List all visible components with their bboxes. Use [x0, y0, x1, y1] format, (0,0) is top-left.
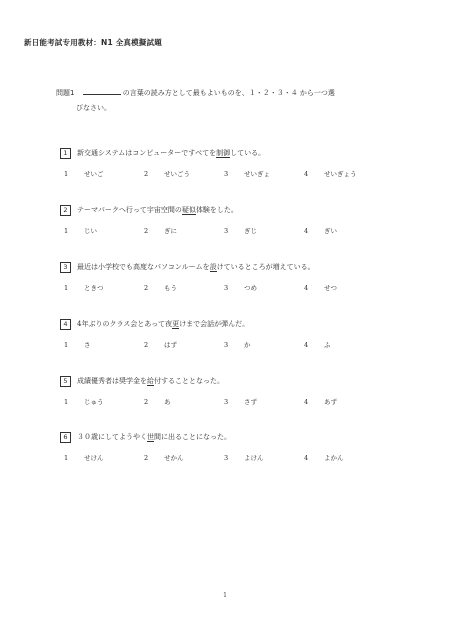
question-number-box: 3 [60, 262, 71, 273]
answer-blank-line [83, 86, 121, 95]
option-2[interactable]: 2 せいごう [144, 170, 190, 178]
document-header-title: 新日能考試专用教材：N1 全真模擬試題 [24, 38, 162, 47]
option-3[interactable]: 3 か [224, 341, 251, 349]
option-1[interactable]: 1 さ [64, 341, 91, 349]
option-4[interactable]: 4 ぎい [304, 227, 337, 235]
question-stem: 新交通システムはコンピューターですべてを制御している。 [77, 149, 266, 157]
option-4[interactable]: 4 せつ [304, 284, 337, 292]
option-2[interactable]: 2 ぎに [144, 227, 177, 235]
option-1[interactable]: 1 せけん [64, 454, 104, 462]
option-4[interactable]: 4 ふ [304, 341, 331, 349]
option-2[interactable]: 2 はず [144, 341, 177, 349]
target-word: 更 [172, 320, 180, 328]
answer-options [60, 453, 400, 462]
answer-options [60, 169, 400, 178]
option-1[interactable]: 1 ときつ [64, 284, 104, 292]
target-word: 給 [147, 377, 154, 385]
option-4[interactable]: 4 あず [304, 398, 337, 406]
question-number-box: 5 [60, 376, 71, 387]
option-3[interactable]: 3 よけん [224, 454, 264, 462]
option-1[interactable]: 1 じゅう [64, 398, 104, 406]
instruction-text: の言葉の読み方として最もよいものを、１・２・３・４ から一つ選 [122, 89, 335, 97]
target-word: 設 [209, 263, 217, 271]
question-2 [60, 204, 400, 235]
target-word: 制御 [216, 149, 231, 157]
option-2[interactable]: 2 せかん [144, 454, 184, 462]
option-2[interactable]: 2 あ [144, 398, 171, 406]
question-4 [60, 318, 400, 349]
target-word: 世 [147, 433, 154, 441]
instruction-block [56, 86, 416, 116]
question-number-box: 1 [60, 148, 71, 159]
option-2[interactable]: 2 もう [144, 284, 177, 292]
answer-options [60, 226, 400, 235]
question-number-box: 4 [60, 319, 71, 330]
answer-options [60, 340, 400, 349]
question-stem: 成績優秀者は奨学金を給付することとなった。 [77, 377, 224, 385]
question-3 [60, 261, 400, 292]
question-stem: テーマパークへ行って宇宙空間の疑似体験をした。 [77, 206, 238, 214]
option-1[interactable]: 1 じい [64, 227, 97, 235]
option-3[interactable]: 3 せいぎょ [224, 170, 270, 178]
question-number-box: 2 [60, 205, 71, 216]
answer-options [60, 397, 400, 406]
question-number-box: 6 [60, 432, 71, 443]
question-5 [60, 375, 400, 406]
question-stem: 4年ぶりのクラス会とあって夜更けまで会話が弾んだ。 [77, 320, 250, 328]
problem-label: 問題1 [56, 89, 75, 97]
answer-options [60, 283, 400, 292]
option-4[interactable]: 4 せいぎょう [304, 170, 357, 178]
question-stem: 最近は小学校でも高度なパソコンルームを設けているところが増えている。 [77, 263, 315, 271]
option-1[interactable]: 1 せいご [64, 170, 104, 178]
target-word: 疑似 [181, 206, 196, 214]
question-6 [60, 431, 400, 462]
option-3[interactable]: 3 つめ [224, 284, 257, 292]
page-number: 1 [223, 592, 227, 599]
option-4[interactable]: 4 よかん [304, 454, 344, 462]
instruction-text-line2: びなさい。 [76, 104, 111, 112]
option-3[interactable]: 3 ぎじ [224, 227, 257, 235]
question-1 [60, 147, 400, 178]
option-3[interactable]: 3 さず [224, 398, 257, 406]
question-stem: ３０歳にしてようやく世間に出ることになった。 [77, 433, 231, 441]
